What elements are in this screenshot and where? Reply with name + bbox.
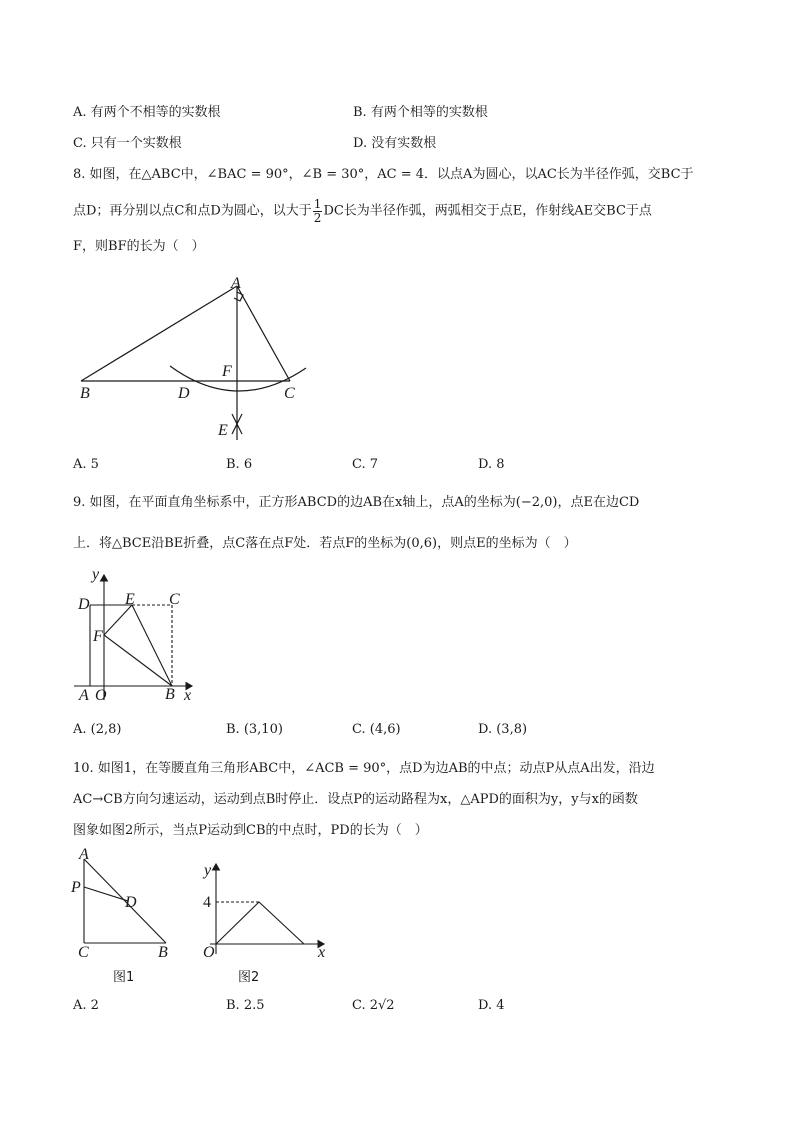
q8-stem-line2 — [73, 198, 652, 225]
q10-option-d: D. 4 — [478, 998, 505, 1013]
q9-label-a: A — [79, 687, 89, 704]
q8-segment-ac — [237, 286, 290, 381]
q8-segment-ba — [81, 286, 237, 381]
q9-segment-ef — [104, 605, 132, 635]
q9-segment-eb — [132, 605, 172, 686]
q7-option-d: D. 没有实数根 — [353, 136, 437, 151]
q10-stem-line1: 10. 如图1，在等腰直角三角形ABC中，∠ACB = 90°，点D为边AB的中点；动点P从点A出发，沿边 — [73, 761, 655, 776]
q8-fraction-denominator: 2 — [313, 210, 322, 225]
q10-option-a: A. 2 — [73, 998, 99, 1013]
q10-fig2-label-o: O — [203, 944, 215, 961]
q8-option-c: C. 7 — [352, 457, 379, 472]
q8-option-d: D. 8 — [478, 457, 505, 472]
q10-stem-line3: 图象如图2所示，当点P运动到CB的中点时，PD的长为（ ） — [73, 823, 428, 838]
q8-stem-line1: 8. 如图，在△ABC中，∠BAC = 90°，∠B = 30°，AC = 4．以点A为圆心，以AC长为半径作弧，交BC于 — [73, 167, 694, 182]
q8-fraction-numerator: 1 — [313, 197, 322, 211]
q10-fig2-graph — [216, 902, 304, 944]
q9-label-e: E — [125, 591, 135, 608]
q9-stem-line1: 9. 如图，在平面直角坐标系中，正方形ABCD的边AB在x轴上，点A的坐标为(−2,0)，点E在边CD — [73, 495, 640, 510]
q9-option-c: C. (4,6) — [352, 722, 401, 737]
q10-fig1-label-p: P — [71, 879, 81, 896]
q7-option-a: A. 有两个不相等的实数根 — [73, 105, 221, 120]
q10-option-c: C. 2√2 — [352, 998, 395, 1013]
q10-fig2-label-4: 4 — [203, 894, 211, 911]
q9-label-y: y — [92, 566, 100, 583]
q9-option-d: D. (3,8) — [478, 722, 528, 737]
q10-fig2-label-y: y — [204, 862, 212, 879]
q8-label-b: B — [80, 385, 90, 402]
q8-label-e: E — [218, 422, 228, 439]
q9-label-d: D — [78, 596, 90, 613]
q8-label-c: C — [284, 385, 295, 402]
q10-fig1-label-a: A — [79, 846, 89, 863]
q9-label-b: B — [165, 686, 175, 703]
q9-label-c: C — [169, 591, 180, 608]
q9-option-a: A. (2,8) — [73, 722, 122, 737]
q9-label-o: O — [95, 687, 107, 704]
q10-fig1-caption: 图1 — [113, 970, 135, 985]
q8-label-f: F — [222, 363, 232, 380]
q9-label-x: x — [184, 687, 192, 704]
q8-label-d: D — [178, 385, 190, 402]
q8-stem-line2-pre: 点D；再分别以点C和点D为圆心，以大于 — [73, 203, 312, 219]
q10-fig1-segment-pd — [84, 887, 128, 901]
q10-stem-line2: AC→CB方向匀速运动，运动到点B时停止．设点P的运动路程为x，△APD的面积为y，y与x的函数 — [73, 792, 638, 807]
q10-fig2-label-x: x — [318, 944, 326, 961]
q7-option-c: C. 只有一个实数根 — [73, 136, 182, 151]
q8-figure — [70, 270, 320, 445]
q9-label-f: F — [93, 628, 103, 645]
q10-fig1-label-d: D — [125, 894, 137, 911]
q9-option-b: B. (3,10) — [226, 722, 283, 737]
q8-label-a: A — [231, 275, 241, 292]
q8-option-a: A. 5 — [73, 457, 99, 472]
q8-fraction — [313, 198, 323, 224]
q10-figure-2 — [196, 858, 336, 990]
q10-fig1-label-b: B — [158, 944, 168, 961]
q9-figure — [70, 565, 200, 705]
q8-option-b: B. 6 — [226, 457, 253, 472]
q10-fig2-caption: 图2 — [238, 970, 260, 985]
q8-stem-line3: F，则BF的长为（ ） — [73, 239, 205, 254]
q10-fig1-label-c: C — [78, 944, 89, 961]
q10-option-b: B. 2.5 — [226, 998, 265, 1013]
q9-stem-line2: 上．将△BCE沿BE折叠，点C落在点F处．若点F的坐标为(0,6)，则点E的坐标为（ ） — [73, 536, 577, 551]
q10-figure-1 — [70, 845, 180, 990]
q8-stem-line2-post: DC长为半径作弧，两弧相交于点E，作射线AE交BC于点 — [323, 203, 652, 219]
q9-segment-fb — [104, 635, 172, 686]
q7-option-b: B. 有两个相等的实数根 — [353, 105, 488, 120]
